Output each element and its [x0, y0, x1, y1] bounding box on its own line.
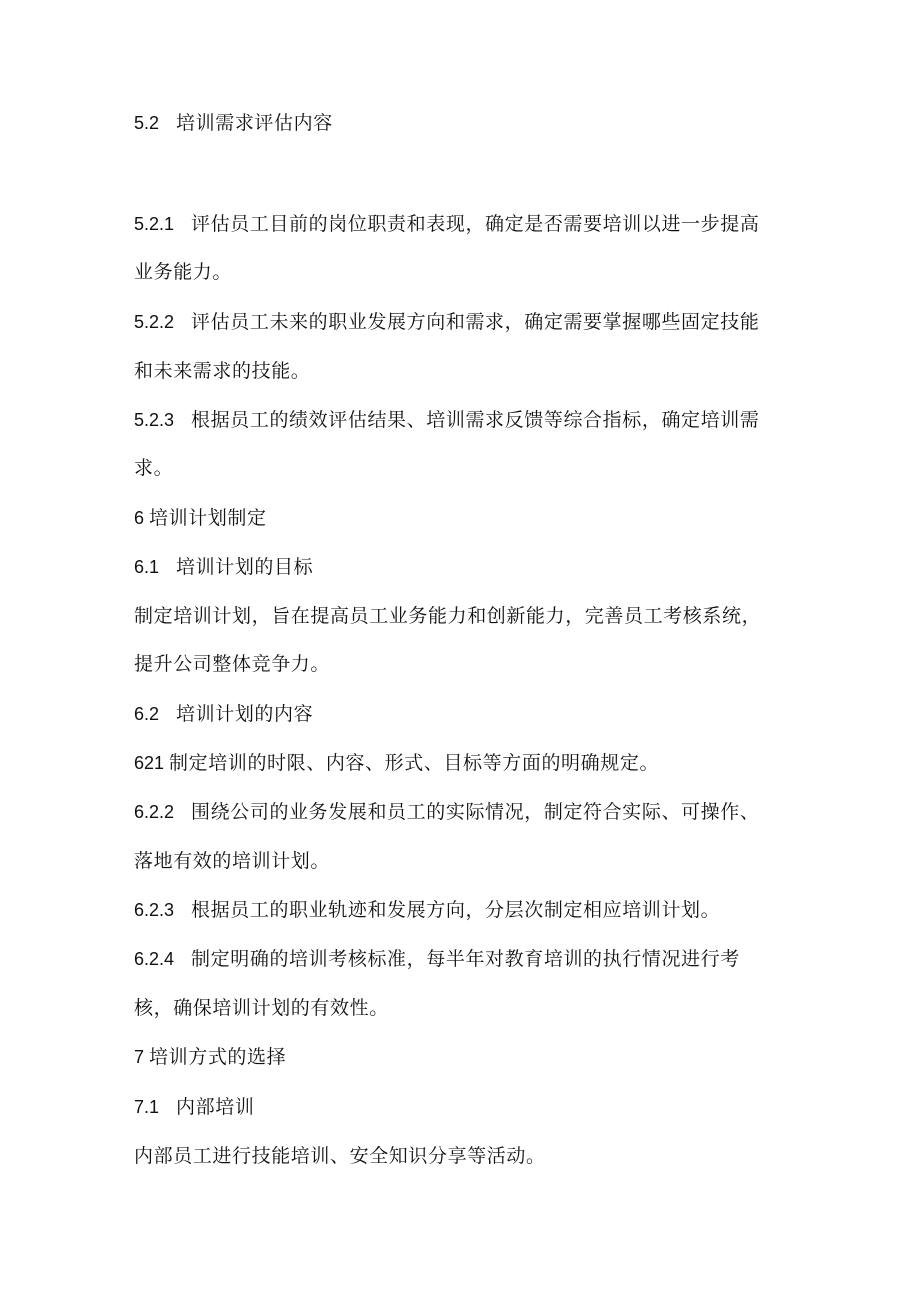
chapter-heading-7	[134, 1044, 286, 1070]
clause-number: 621	[134, 753, 165, 773]
chapter-number: 6	[134, 508, 145, 528]
section-title: 内部培训	[176, 1096, 255, 1118]
clause-6-2-4-line1	[134, 946, 740, 972]
section-number: 5.2	[134, 113, 160, 133]
clause-number: 6.2.3	[134, 900, 175, 920]
section-heading-6-2	[134, 701, 313, 727]
clause-text: 制定培训的时限、内容、形式、目标等方面的明确规定。	[169, 752, 660, 774]
paragraph-6-1-line1: 制定培训计划，旨在提高员工业务能力和创新能力，完善员工考核系统，	[134, 605, 762, 627]
clause-text: 制定明确的培训考核标准，每半年对教育培训的执行情况进行考	[191, 948, 740, 970]
section-heading-6-1	[134, 554, 313, 580]
clause-number: 6.2.2	[134, 802, 175, 822]
clause-text: 根据员工的职业轨迹和发展方向，分层次制定相应培训计划。	[191, 899, 721, 921]
section-heading-5-2	[134, 110, 333, 136]
clause-6-2-2-line2: 落地有效的培训计划。	[134, 850, 331, 872]
clause-number: 5.2.2	[134, 312, 175, 332]
chapter-title: 培训方式的选择	[149, 1046, 287, 1068]
clause-6-2-3	[134, 897, 720, 923]
clause-5-2-2-line2: 和未来需求的技能。	[134, 360, 311, 382]
clause-text: 评估员工目前的岗位职责和表现，确定是否需要培训以进一步提高	[191, 213, 760, 235]
chapter-number: 7	[134, 1047, 145, 1067]
chapter-heading-6	[134, 505, 267, 531]
clause-number: 6.2.4	[134, 949, 175, 969]
section-heading-7-1	[134, 1094, 254, 1120]
clause-5-2-2-line1	[134, 309, 759, 335]
clause-text: 围绕公司的业务发展和员工的实际情况，制定符合实际、可操作、	[191, 801, 760, 823]
section-number: 7.1	[134, 1097, 160, 1117]
paragraph-6-1-line2: 提升公司整体竞争力。	[134, 653, 331, 675]
clause-5-2-1-line1	[134, 211, 759, 237]
paragraph-7-1: 内部员工进行技能培训、安全知识分享等活动。	[134, 1145, 546, 1167]
clause-6-2-1	[134, 750, 659, 776]
section-title: 培训计划的目标	[176, 556, 314, 578]
clause-5-2-1-line2: 业务能力。	[134, 261, 233, 283]
clause-5-2-3-line1	[134, 407, 759, 433]
clause-6-2-4-line2: 核，确保培训计划的有效性。	[134, 997, 389, 1019]
clause-number: 5.2.3	[134, 410, 175, 430]
section-title: 培训需求评估内容	[176, 112, 333, 134]
clause-number: 5.2.1	[134, 214, 175, 234]
clause-text: 根据员工的绩效评估结果、培训需求反馈等综合指标，确定培训需	[191, 409, 760, 431]
chapter-title: 培训计划制定	[149, 507, 267, 529]
section-title: 培训计划的内容	[176, 703, 314, 725]
clause-text: 评估员工未来的职业发展方向和需求，确定需要掌握哪些固定技能	[191, 311, 760, 333]
clause-5-2-3-line2: 求。	[134, 457, 174, 479]
section-number: 6.2	[134, 704, 160, 724]
clause-6-2-2-line1	[134, 799, 759, 825]
section-number: 6.1	[134, 557, 160, 577]
